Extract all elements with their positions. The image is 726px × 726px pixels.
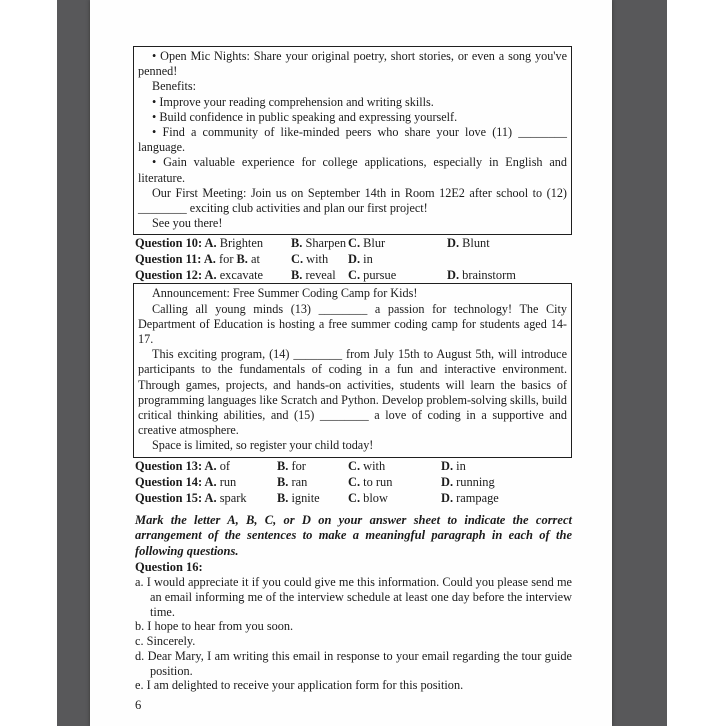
- passage-paragraph: • Improve your reading comprehension and writing skills.: [152, 94, 434, 109]
- questions-10-12: [133, 235, 572, 283]
- answer-option-cell: C. Blur: [348, 236, 386, 251]
- answer-option-cell: Question 15: A. spark: [135, 490, 247, 505]
- question-16-label: Question 16:: [135, 559, 203, 574]
- passage-paragraph: Our First Meeting: Join us on September 14th in Room 12E2 after school to (12) ________ exciting club activities and plan our first project!: [138, 185, 567, 216]
- passage-paragraph: • Open Mic Nights: Share your original poetry, short stories, or even a song you've penned!: [138, 49, 567, 79]
- passage-paragraph: Announcement: Free Summer Coding Camp for Kids!: [152, 286, 418, 301]
- questions-13-15: [133, 458, 572, 506]
- passage-paragraph: This exciting program, (14) ________ from July 15th to August 5th, will introduce participants to the fundamentals of coding in a fun and interactive environment. Through games, projects, and hands-on activities, students will learn the basics of programming languages like Scratch and Python. Develop problem-solving skills, build critical thinking abilities, and (15) ________ a love of coding in a supportive and creative atmosphere.: [138, 347, 567, 438]
- question-16-sentence: c. Sincerely.: [135, 634, 196, 649]
- answer-option-cell: B. ran: [277, 474, 308, 489]
- answer-option-cell: D. brainstorm: [447, 268, 516, 283]
- page-number: 6: [135, 698, 142, 712]
- question-row: [135, 267, 572, 283]
- answer-option-cell: Question 13: A. of: [135, 458, 231, 473]
- question-row: [135, 235, 572, 251]
- question-16-sentence: e. I am delighted to receive your application form for this position.: [135, 678, 464, 693]
- answer-option-cell: D. in: [348, 252, 373, 267]
- question-row: [135, 474, 572, 490]
- document-page: [90, 0, 612, 726]
- passage-paragraph: • Build confidence in public speaking and expressing yourself.: [152, 109, 458, 124]
- answer-option-cell: Question 12: A. excavate: [135, 268, 264, 283]
- question-16-sentence: b. I hope to hear from you soon.: [135, 619, 294, 634]
- passage-paragraph: Space is limited, so register your child today!: [152, 438, 374, 453]
- passage-paragraph: • Find a community of like-minded peers who share your love (11) ________ language.: [138, 125, 567, 155]
- reading-passage-box-coding-camp: [133, 283, 572, 457]
- question-row: [135, 490, 572, 506]
- answer-option-cell: D. running: [441, 474, 495, 489]
- answer-option-cell: B. ignite: [277, 490, 320, 505]
- answer-option-cell: C. to run: [348, 474, 393, 489]
- reading-passage-box-open-mic: [133, 46, 572, 235]
- passage-paragraph: See you there!: [152, 216, 223, 231]
- answer-option-cell: C. pursue: [348, 268, 397, 283]
- passage-paragraph: • Gain valuable experience for college applications, especially in English and literature.: [138, 155, 567, 185]
- answer-option-cell: B. reveal: [291, 268, 336, 283]
- question-row: [135, 458, 572, 474]
- answer-option-cell: D. in: [441, 458, 466, 473]
- page-content: [133, 46, 572, 693]
- answer-option-cell: Question 14: A. run: [135, 474, 237, 489]
- answer-option-cell: D. rampage: [441, 490, 499, 505]
- question-16-sentence: d. Dear Mary, I am writing this email in response to your email regarding the tour guide position.: [135, 648, 572, 678]
- passage-paragraph: Calling all young minds (13) ________ a passion for technology! The City Department of Education is hosting a free summer coding camp for students aged 14-17.: [138, 301, 567, 347]
- question-row: [135, 251, 572, 267]
- question-16-items: [133, 575, 572, 693]
- answer-option-cell: [447, 251, 572, 267]
- answer-option-cell: B. for: [277, 458, 306, 473]
- passage-paragraph: Benefits:: [152, 79, 197, 94]
- answer-option-cell: Question 10: A. Brighten: [135, 236, 264, 251]
- answer-option-cell: C. blow: [348, 490, 388, 505]
- answer-option-cell: D. Blunt: [447, 236, 490, 251]
- answer-option-cell: C. with: [291, 252, 329, 267]
- question-16-sentence: a. I would appreciate it if you could give me this information. Could you please send me an email informing me of the interview schedule at least one day before the interview time.: [135, 575, 572, 619]
- answer-option-cell: B. Sharpen: [291, 236, 347, 251]
- section-instruction: Mark the letter A, B, C, or D on your answer sheet to indicate the correct arrangement of the sentences to make a meaningful paragraph in each of the following questions.: [135, 512, 572, 559]
- answer-option-cell: Question 11: A. for B. at: [135, 252, 260, 267]
- answer-option-cell: C. with: [348, 458, 386, 473]
